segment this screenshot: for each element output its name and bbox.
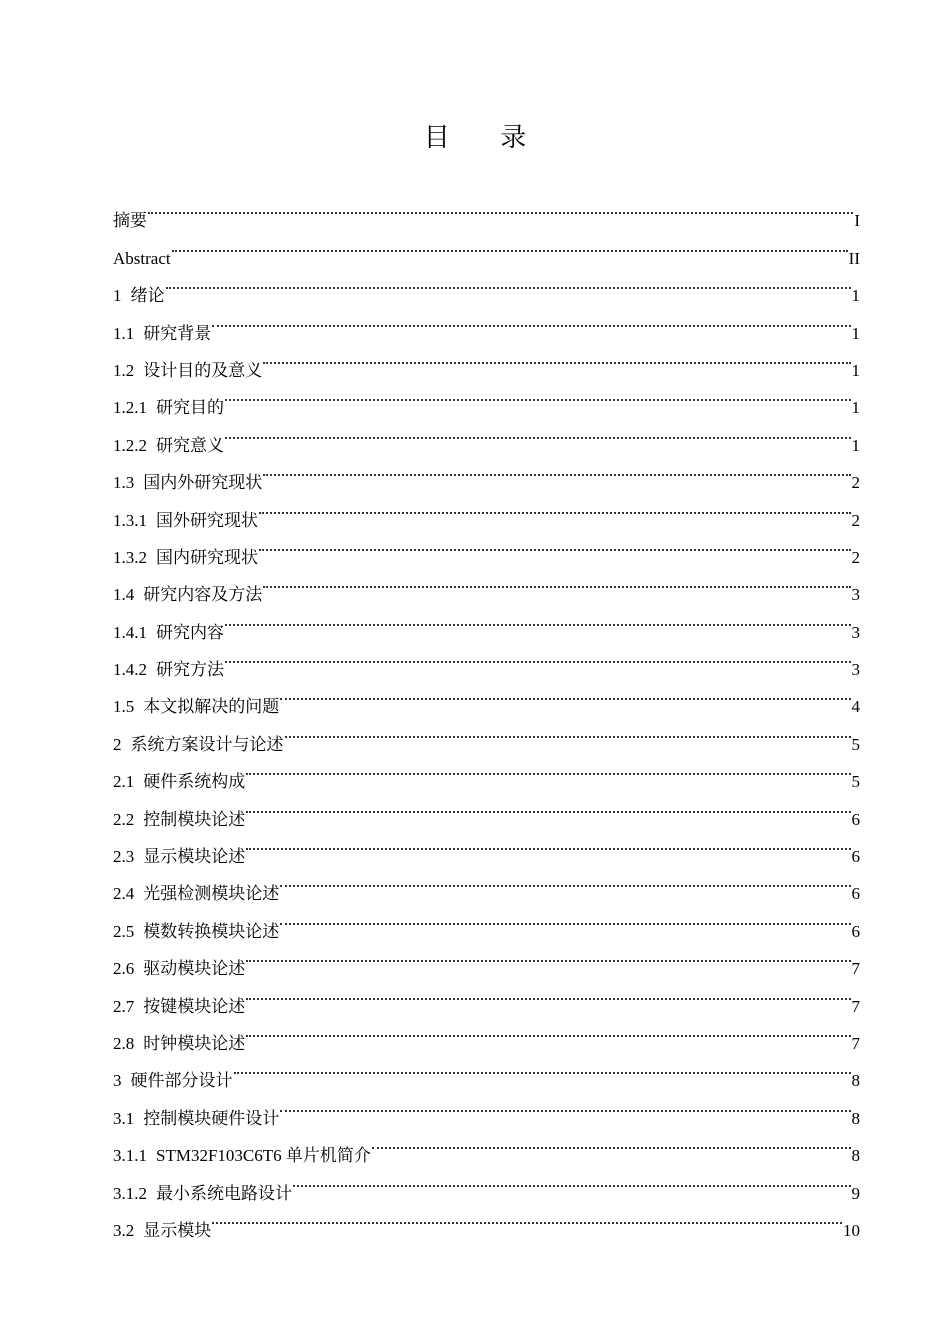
toc-entry-page-number: 8 (851, 1146, 860, 1166)
toc-dot-leader (212, 301, 850, 338)
toc-dot-leader (246, 787, 850, 824)
toc-entry-label (113, 651, 224, 688)
toc-entry-page-number: 6 (851, 921, 860, 941)
toc-entry-page-number: 6 (851, 809, 860, 829)
toc-entry-number: 2.7 (113, 996, 135, 1016)
toc-list (113, 189, 860, 1240)
toc-entry-text: 最小系统电路设计 (156, 1183, 292, 1203)
toc-entry-label (113, 389, 224, 426)
toc-dot-leader (280, 899, 850, 936)
toc-entry-number: 1.3 (113, 473, 135, 493)
toc-dot-leader (225, 638, 851, 675)
toc-entry-number: 2.3 (113, 847, 135, 867)
toc-entry-page-number: 7 (851, 996, 860, 1016)
toc-dot-leader (246, 750, 850, 787)
toc-entry-text: 按键模块论述 (143, 996, 246, 1016)
toc-title: 目 录 (423, 123, 549, 152)
toc-entry-text: 绪论 (130, 286, 165, 306)
toc-dot-leader (259, 488, 851, 525)
toc-entry-page-number: 3 (851, 622, 860, 642)
toc-entry-number: 3.1.2 (113, 1183, 147, 1203)
toc-entry-text: 研究背景 (143, 323, 212, 343)
toc-entry-label (113, 1025, 245, 1062)
toc-entry-page-number: 7 (851, 959, 860, 979)
toc-entry-page-number: 8 (851, 1108, 860, 1128)
toc-entry-number: 1.4.2 (113, 660, 147, 680)
toc-entry-label (113, 277, 165, 314)
toc-entry[interactable] (113, 1199, 860, 1240)
toc-entry-text: 国内研究现状 (156, 547, 258, 567)
toc-entry-page-number: 4 (851, 697, 860, 717)
toc-entry-label (113, 315, 211, 352)
toc-dot-leader (246, 974, 850, 1011)
toc-entry-label (113, 875, 279, 912)
toc-entry-number: 3.2 (113, 1220, 135, 1240)
toc-entry-page-number: 2 (851, 510, 860, 530)
toc-entry-text: 研究内容及方法 (143, 585, 263, 605)
toc-entry-text: Abstract (113, 248, 171, 268)
toc-entry-number: 1.2.1 (113, 398, 147, 418)
toc-entry-label (113, 950, 245, 987)
toc-entry[interactable] (113, 675, 860, 717)
toc-entry[interactable] (113, 264, 860, 306)
toc-entry-number: 1.5 (113, 697, 135, 717)
toc-entry-text: 系统方案设计与论述 (130, 734, 284, 754)
toc-entry-number: 1.4 (113, 585, 135, 605)
toc-entry-page-number: 1 (851, 360, 860, 380)
toc-entry-page-number: 2 (851, 547, 860, 567)
toc-dot-leader (246, 1012, 850, 1049)
toc-dot-leader (225, 413, 851, 450)
toc-entry-page-number: 1 (851, 286, 860, 306)
toc-entry-number: 1.3.1 (113, 510, 147, 530)
toc-entry-text: 研究方法 (156, 660, 224, 680)
toc-entry-label (113, 539, 258, 576)
toc-entry-text: 时钟模块论述 (143, 1033, 246, 1053)
toc-dot-leader (225, 600, 851, 637)
toc-entry-page-number: II (848, 248, 860, 268)
toc-entry-label (113, 240, 171, 277)
toc-entry[interactable] (113, 376, 860, 418)
toc-entry-label (113, 202, 147, 239)
toc-entry-label (113, 688, 279, 725)
toc-entry[interactable] (113, 451, 860, 493)
toc-entry-page-number: 9 (851, 1183, 860, 1203)
toc-entry[interactable] (113, 638, 860, 680)
toc-entry-text: 设计目的及意义 (143, 360, 263, 380)
toc-entry-number: 1.2.2 (113, 435, 147, 455)
toc-entry-label (113, 838, 245, 875)
toc-entry-label (113, 502, 258, 539)
toc-entry-number: 3.1.1 (113, 1146, 147, 1166)
toc-entry[interactable] (113, 600, 860, 642)
toc-entry-page-number: 8 (851, 1071, 860, 1091)
toc-entry-text: 研究目的 (156, 398, 224, 418)
toc-entry-number: 2 (113, 734, 122, 754)
toc-entry-number: 1.2 (113, 360, 135, 380)
toc-entry-page-number: 5 (851, 734, 860, 754)
toc-entry-page-number: 10 (843, 1220, 860, 1240)
toc-entry-text: 摘要 (113, 211, 147, 231)
toc-dot-leader (263, 563, 850, 600)
toc-dot-leader (212, 1199, 842, 1236)
toc-entry-number: 3.1 (113, 1108, 135, 1128)
toc-dot-leader (225, 376, 851, 413)
toc-entry-label (113, 1062, 233, 1099)
toc-entry-page-number: 2 (851, 473, 860, 493)
toc-entry-page-number: 1 (851, 398, 860, 418)
toc-dot-leader (280, 675, 850, 712)
toc-entry-number: 1.4.1 (113, 622, 147, 642)
toc-entry-label (113, 464, 262, 501)
toc-entry-page-number: I (854, 211, 860, 231)
toc-entry-text: 模数转换模块论述 (143, 921, 280, 941)
toc-entry-label (113, 801, 245, 838)
toc-entry-text: 控制模块论述 (143, 809, 246, 829)
toc-entry-number: 1.3.2 (113, 547, 147, 567)
toc-entry-text: 硬件部分设计 (130, 1071, 233, 1091)
toc-entry-text: 国内外研究现状 (143, 473, 263, 493)
toc-entry-label (113, 427, 224, 464)
toc-entry-text: 硬件系统构成 (143, 772, 246, 792)
toc-entry[interactable] (113, 413, 860, 455)
toc-dot-leader (259, 526, 851, 563)
toc-entry-text: 驱动模块论述 (143, 959, 246, 979)
toc-entry[interactable] (113, 339, 860, 380)
toc-dot-leader (293, 1161, 851, 1198)
toc-dot-leader (148, 189, 853, 226)
toc-entry-number: 2.1 (113, 772, 135, 792)
toc-entry-text: 本文拟解决的问题 (143, 697, 280, 717)
toc-entry[interactable] (113, 189, 860, 231)
toc-entry-number: 3 (113, 1071, 122, 1091)
toc-entry-label (113, 1212, 211, 1249)
toc-entry-text: 研究内容 (156, 622, 224, 642)
toc-dot-leader (172, 226, 848, 263)
toc-entry-page-number: 7 (851, 1033, 860, 1053)
toc-dot-leader (263, 339, 850, 376)
toc-entry-number: 2.6 (113, 959, 135, 979)
toc-entry-number: 2.8 (113, 1033, 135, 1053)
toc-entry-page-number: 1 (851, 435, 860, 455)
toc-entry-label (113, 988, 245, 1025)
toc-entry-number: 2.2 (113, 809, 135, 829)
toc-entry-text: 国外研究现状 (156, 510, 258, 530)
toc-entry-page-number: 6 (851, 884, 860, 904)
toc-entry-label (113, 1100, 279, 1137)
toc-entry[interactable] (113, 226, 860, 268)
toc-entry-text: STM32F103C6T6 单片机简介 (156, 1146, 371, 1166)
toc-entry-text: 光强检测模块论述 (143, 884, 280, 904)
toc-dot-leader (166, 264, 851, 301)
toc-dot-leader (246, 825, 850, 862)
toc-entry-label (113, 614, 224, 651)
toc-entry-number: 2.4 (113, 884, 135, 904)
toc-dot-leader (263, 451, 850, 488)
toc-entry-text: 研究意义 (156, 435, 224, 455)
toc-dot-leader (246, 937, 850, 974)
toc-entry-page-number: 3 (851, 585, 860, 605)
toc-entry-number: 1.1 (113, 323, 135, 343)
toc-entry-text: 显示模块 (143, 1220, 212, 1240)
toc-dot-leader (280, 1086, 850, 1123)
toc-entry-text: 显示模块论述 (143, 847, 246, 867)
toc-entry-number: 2.5 (113, 921, 135, 941)
toc-entry[interactable] (113, 301, 860, 343)
toc-dot-leader (372, 1124, 851, 1161)
toc-dot-leader (234, 1049, 851, 1086)
toc-entry-number: 1 (113, 286, 122, 306)
toc-dot-leader (285, 712, 851, 749)
toc-entry-page-number: 1 (851, 323, 860, 343)
toc-entry-page-number: 3 (851, 660, 860, 680)
toc-entry-label (113, 763, 245, 800)
toc-entry-page-number: 6 (851, 847, 860, 867)
toc-dot-leader (280, 862, 850, 899)
toc-entry-page-number: 5 (851, 772, 860, 792)
toc-entry-text: 控制模块硬件设计 (143, 1108, 280, 1128)
